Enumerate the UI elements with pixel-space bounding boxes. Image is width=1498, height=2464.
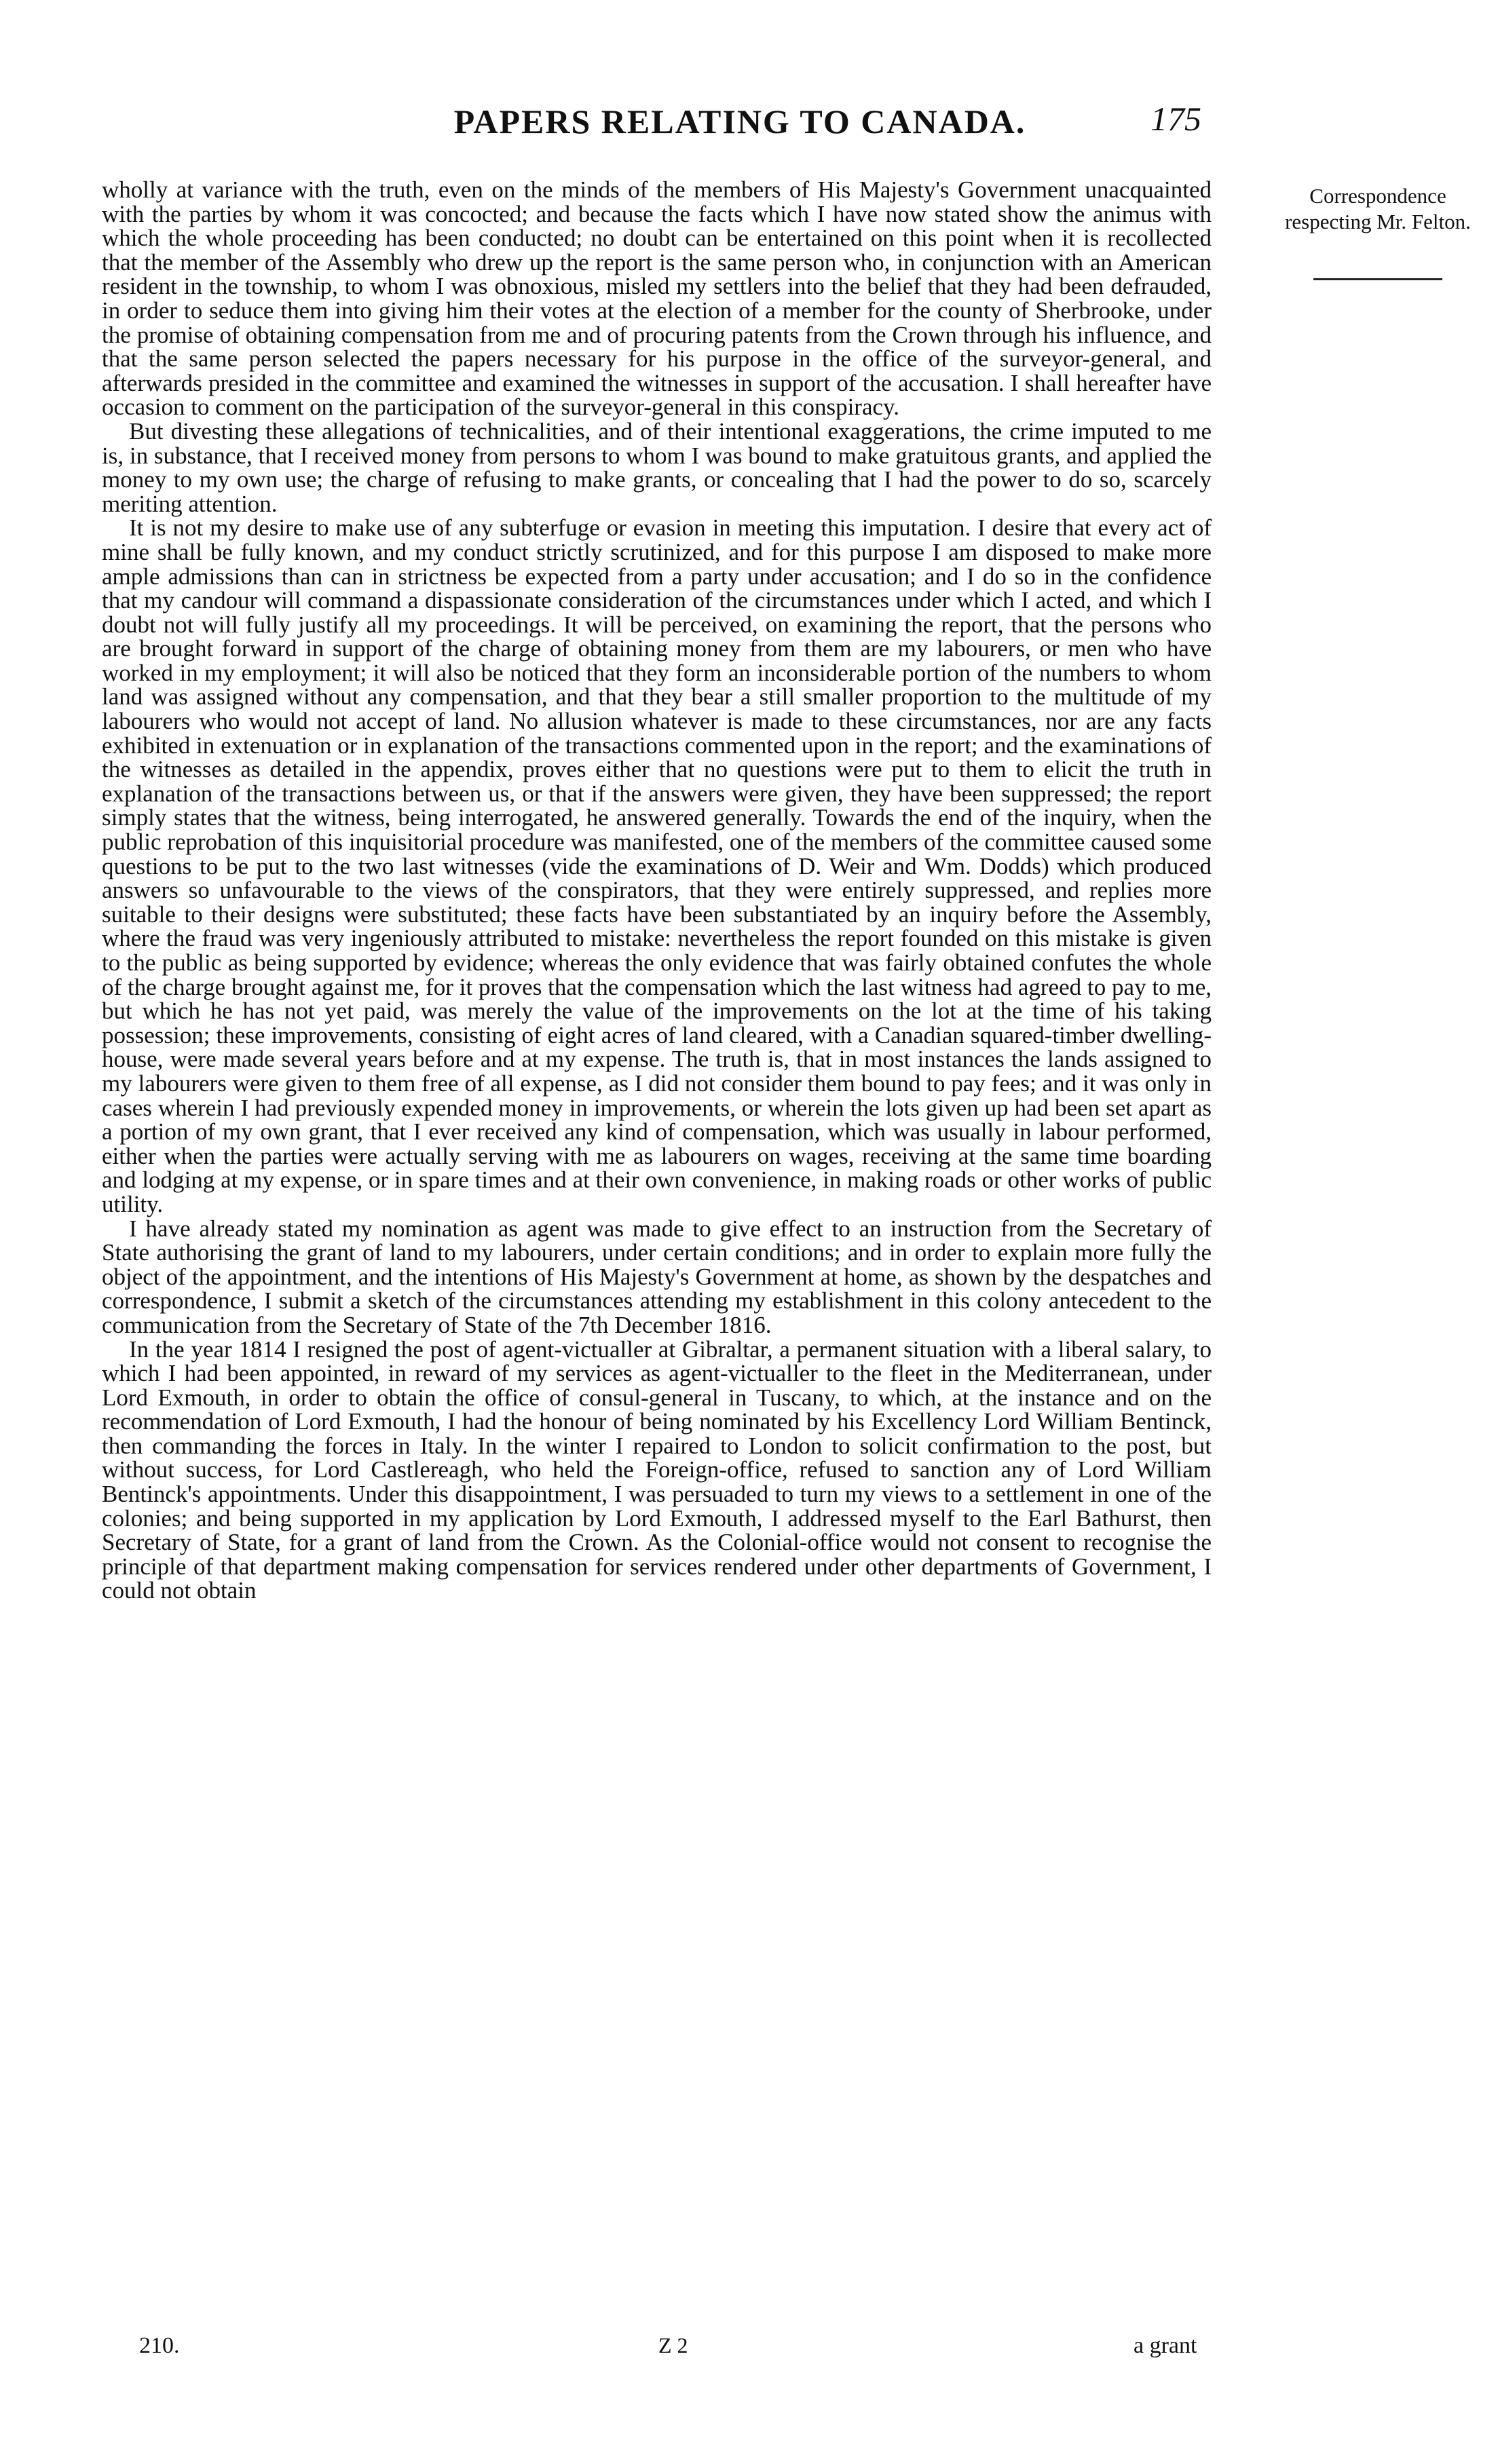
paragraph: I have already stated my nomination as agent was made to give effect to an instruction from the Secretary of State authorising the grant of land to my labourers, under certain conditions; and in order to explain more fully the object of the appointment, and the intentions of His Majesty's Government at home, as shown by the despatches and correspondence, I submit a sketch of the circumstances attending my establishment in this colony antecedent to the communication from the Secretary of State of the 7th December 1816. bbox=[102, 1215, 1212, 1338]
paragraph: In the year 1814 I resigned the post of agent-victualler at Gibraltar, a permanent situation with a liberal salary, to which I had been appointed, in reward of my services as agent-victualler to the fleet in the Mediterranean, under Lord Exmouth, in order to obtain the office of consul-general in Tuscany, to which, at the instance and on the recommendation of Lord Exmouth, I had the honour of being nominated by his Excellency Lord William Bentinck, then commanding the forces in Italy. In the winter I repaired to London to solicit confirmation to the post, but without success, for Lord Castlereagh, who held the Foreign-office, refused to sanction any of Lord William Bentinck's appointments. Under this disappointment, I was persuaded to turn my views to a settlement in one of the colonies; and being supported in my application by Lord Exmouth, I addressed myself to the Earl Bathurst, then Secretary of State, for a grant of land from the Crown. As the Colonial-office would not consent to recognise the principle of that department making compensation for services rendered under other departments of Government, I could not obtain bbox=[102, 1335, 1212, 1604]
catchword: a grant bbox=[1134, 2333, 1197, 2358]
signature-mark: Z 2 bbox=[658, 2333, 688, 2357]
body-text bbox=[102, 178, 1212, 1603]
page-number: 175 bbox=[1150, 100, 1201, 138]
margin-rule bbox=[1313, 278, 1442, 280]
margin-note: Correspondence respecting Mr. Felton. bbox=[1285, 184, 1471, 233]
running-title: PAPERS RELATING TO CANADA. bbox=[453, 102, 1026, 140]
paragraph: But divesting these allegations of technicalities, and of their intentional exaggerations, the crime imputed to me is, in substance, that I received money from persons to whom I was bound to make gratuitous grants, and applied the money to my own use; the charge of refusing to make grants, or concealing that I had the power to do so, scarcely meriting attention. bbox=[102, 417, 1212, 517]
printer-signature: 210. bbox=[139, 2333, 180, 2358]
paragraph: wholly at variance with the truth, even on the minds of the members of His Majesty's Government unacquainted with the parties by whom it was concocted; and because the facts which I have now stated show the animus with which the whole proceeding has been conducted; no doubt can be entertained on this point when it is recollected that the member of the Assembly who drew up the report is the same person who, in conjunction with an American resident in the township, to whom I was obnoxious, misled my settlers into the belief that they had been defrauded, in order to seduce them into giving him their votes at the election of a member for the county of Sherbrooke, under the promise of obtaining compensation from me and of procuring patents from the Crown through his influence, and that the same person selected the papers necessary for his purpose in the office of the surveyor-general, and afterwards presided in the committee and examined the witnesses in support of the accusation. I shall hereafter have occasion to comment on the participation of the surveyor-general in this conspiracy. bbox=[102, 176, 1212, 421]
paragraph: It is not my desire to make use of any subterfuge or evasion in meeting this imputation. I desire that every act of mine shall be fully known, and my conduct strictly scrutinized, and for this purpose I am disposed to make more ample admissions than can in strictness be expected from a party under accusation; and I do so in the confidence that my candour will command a dispassionate consideration of the circumstances under which I acted, and which I doubt not will fully justify all my proceedings. It will be perceived, on examining the report, that the persons who are brought forward in support of the charge of obtaining money from them are my labourers, or men who have worked in my employment; it will also be noticed that they form an inconsiderable portion of the numbers to whom land was assigned without any compensation, and that they bear a still smaller proportion to the multitude of my labourers who would not accept of land. No allusion whatever is made to these circumstances, nor are any facts exhibited in extenuation or in explanation of the transactions commented upon in the report; and the examinations of the witnesses as detailed in the appendix, proves either that no questions were put to them to elicit the truth in explanation of the transactions between us, or that if the answers were given, they have been suppressed; the report simply states that the witness, being interrogated, he answered generally. Towards the end of the inquiry, when the public reprobation of this inquisitorial procedure was manifested, one of the members of the committee caused some questions to be put to the two last witnesses (vide the examinations of D. Weir and Wm. Dodds) which produced answers so unfavourable to the views of the conspirators, that they were entirely suppressed, and replies more suitable to their designs were substituted; these facts have been substantiated by an inquiry before the Assembly, where the fraud was very ingeniously attributed to mistake: nevertheless the report founded on this mistake is given to the public as being supported by evidence; whereas the only evidence that was fairly obtained confutes the whole of the charge brought against me, for it proves that the compensation which the last witness had agreed to pay to me, but which he has not yet paid, was merely the value of the improvements on the lot at the time of his taking possession; these improvements, consisting of eight acres of land cleared, with a Canadian squared-timber dwelling-house, were made several years before and at my expense. The truth is, that in most instances the lands assigned to my labourers were given to them free of all expense, as I did not consider them bound to pay fees; and it was only in cases wherein I had previously expended money in improvements, or wherein the lots given up had been set apart as a portion of my own grant, that I ever received any kind of compensation, which was usually in labour performed, either when the parties were actually serving with me as labourers on wages, receiving at the same time boarding and lodging at my expense, or in spare times and at their own convenience, in making roads or other works of public utility. bbox=[102, 514, 1212, 1217]
